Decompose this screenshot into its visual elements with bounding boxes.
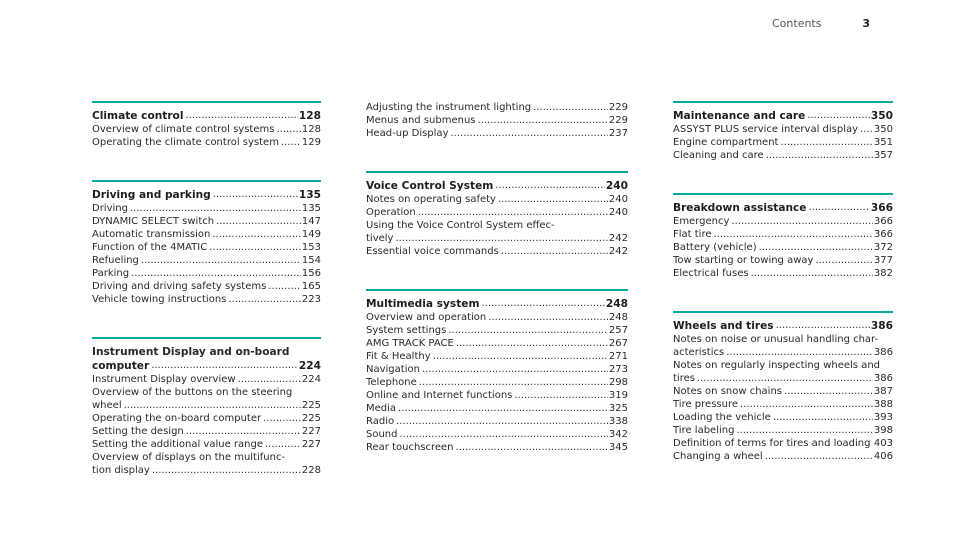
section-heading-line[interactable]: Instrument Display and on-board	[92, 346, 290, 358]
toc-entry[interactable]: Notes on operating safety ..... 240	[366, 193, 628, 206]
toc-entry[interactable]: Tow starting or towing away ..... 377	[673, 254, 893, 267]
toc-section-breakdown	[673, 193, 893, 280]
toc-entry[interactable]: Setting the design ..... 227	[92, 425, 321, 438]
toc-section-climate-control	[92, 101, 321, 149]
section-heading[interactable]: Driving and parking ..... 135	[92, 188, 321, 202]
toc-entry[interactable]: Adjusting the instrument lighting ..... 229	[366, 101, 628, 114]
section-heading[interactable]: Wheels and tires ..... 386	[673, 319, 893, 333]
toc-entry[interactable]: acteristics ..... 386	[673, 346, 893, 359]
toc-entry[interactable]: Tire pressure ..... 388	[673, 398, 893, 411]
toc-entry[interactable]: Operating the climate control system ..... 129	[92, 136, 321, 149]
toc-entry[interactable]: Vehicle towing instructions ..... 223	[92, 293, 321, 306]
toc-entry[interactable]: Menus and submenus ..... 229	[366, 114, 628, 127]
toc-section-multimedia	[366, 289, 628, 454]
toc-entry[interactable]: Engine compartment ..... 351	[673, 136, 893, 149]
toc-entry[interactable]: Notes on snow chains ..... 387	[673, 385, 893, 398]
toc-entry[interactable]: Changing a wheel ..... 406	[673, 450, 893, 463]
toc-entry[interactable]: Setting the additional value range ..... 227	[92, 438, 321, 451]
toc-section-wheels-and-tires	[673, 311, 893, 463]
toc-entry[interactable]: Radio ..... 338	[366, 415, 628, 428]
toc-entry[interactable]: Electrical fuses ..... 382	[673, 267, 893, 280]
toc-entry[interactable]: AMG TRACK PACE ..... 267	[366, 337, 628, 350]
toc-entry[interactable]: Driving ..... 135	[92, 202, 321, 215]
toc-entry[interactable]: Tire labeling ..... 398	[673, 424, 893, 437]
toc-entry[interactable]: Emergency ..... 366	[673, 215, 893, 228]
page-header	[772, 17, 870, 30]
toc-entry[interactable]: Sound ..... 342	[366, 428, 628, 441]
toc-section-continued	[366, 101, 628, 140]
toc-entry[interactable]: Navigation ..... 273	[366, 363, 628, 376]
toc-entry-line[interactable]: Notes on regularly inspecting wheels and	[673, 360, 881, 371]
toc-entry[interactable]: System settings ..... 257	[366, 324, 628, 337]
toc-section-driving-and-parking	[92, 180, 321, 306]
toc-entry[interactable]: Head-up Display ..... 237	[366, 127, 628, 140]
section-heading[interactable]: Maintenance and care ..... 350	[673, 109, 893, 123]
section-heading[interactable]: Breakdown assistance ..... 366	[673, 201, 893, 215]
toc-column-2	[366, 101, 628, 485]
toc-entry[interactable]: Rear touchscreen ..... 345	[366, 441, 628, 454]
toc-entry[interactable]: Driving and driving safety systems ..... 165	[92, 280, 321, 293]
header-title: Contents	[772, 17, 822, 30]
toc-entry[interactable]: Operation ..... 240	[366, 206, 628, 219]
toc-entry[interactable]: Overview of climate control systems ..... 128	[92, 123, 321, 136]
section-heading[interactable]: Multimedia system ..... 248	[366, 297, 628, 311]
toc-entry[interactable]: tion display ..... 228	[92, 464, 321, 477]
section-heading[interactable]: Climate control ..... 128	[92, 109, 321, 123]
toc-entry[interactable]: ASSYST PLUS service interval display ..... 350	[673, 123, 893, 136]
toc-entry[interactable]: tires ..... 386	[673, 372, 893, 385]
toc-entry[interactable]: Loading the vehicle ..... 393	[673, 411, 893, 424]
toc-column-1	[92, 101, 321, 508]
toc-entry-line[interactable]: Using the Voice Control System effec-	[366, 220, 555, 231]
toc-entry[interactable]: Overview and operation ..... 248	[366, 311, 628, 324]
toc-entry-line[interactable]: Overview of displays on the multifunc-	[92, 452, 286, 463]
toc-entry[interactable]: Media ..... 325	[366, 402, 628, 415]
toc-entry-line[interactable]: Notes on noise or unusual handling char-	[673, 334, 879, 345]
section-heading[interactable]: Voice Control System ..... 240	[366, 179, 628, 193]
toc-entry[interactable]: Refueling ..... 154	[92, 254, 321, 267]
section-heading[interactable]: computer ..... 224	[92, 359, 321, 373]
toc-entry[interactable]: Definition of terms for tires and loading ..... 403	[673, 437, 893, 450]
toc-section-instrument-display	[92, 337, 321, 477]
toc-entry-line[interactable]: Overview of the buttons on the steering	[92, 387, 293, 398]
toc-entry[interactable]: Cleaning and care ..... 357	[673, 149, 893, 162]
toc-entry[interactable]: DYNAMIC SELECT switch ..... 147	[92, 215, 321, 228]
page-number: 3	[862, 17, 870, 30]
toc-entry[interactable]: tively ..... 242	[366, 232, 628, 245]
toc-entry[interactable]: Instrument Display overview ..... 224	[92, 373, 321, 386]
toc-entry[interactable]: Fit & Healthy ..... 271	[366, 350, 628, 363]
toc-entry[interactable]: Flat tire ..... 366	[673, 228, 893, 241]
toc-entry[interactable]: Online and Internet functions ..... 319	[366, 389, 628, 402]
toc-section-maintenance	[673, 101, 893, 162]
toc-entry[interactable]: Battery (vehicle) ..... 372	[673, 241, 893, 254]
toc-column-3	[673, 101, 893, 494]
toc-entry[interactable]: Function of the 4MATIC ..... 153	[92, 241, 321, 254]
toc-entry[interactable]: Telephone ..... 298	[366, 376, 628, 389]
toc-entry[interactable]: Automatic transmission ..... 149	[92, 228, 321, 241]
toc-entry[interactable]: Essential voice commands ..... 242	[366, 245, 628, 258]
toc-entry[interactable]: Parking ..... 156	[92, 267, 321, 280]
toc-section-voice-control	[366, 171, 628, 258]
toc-entry[interactable]: Operating the on-board computer ..... 225	[92, 412, 321, 425]
toc-entry[interactable]: wheel ..... 225	[92, 399, 321, 412]
